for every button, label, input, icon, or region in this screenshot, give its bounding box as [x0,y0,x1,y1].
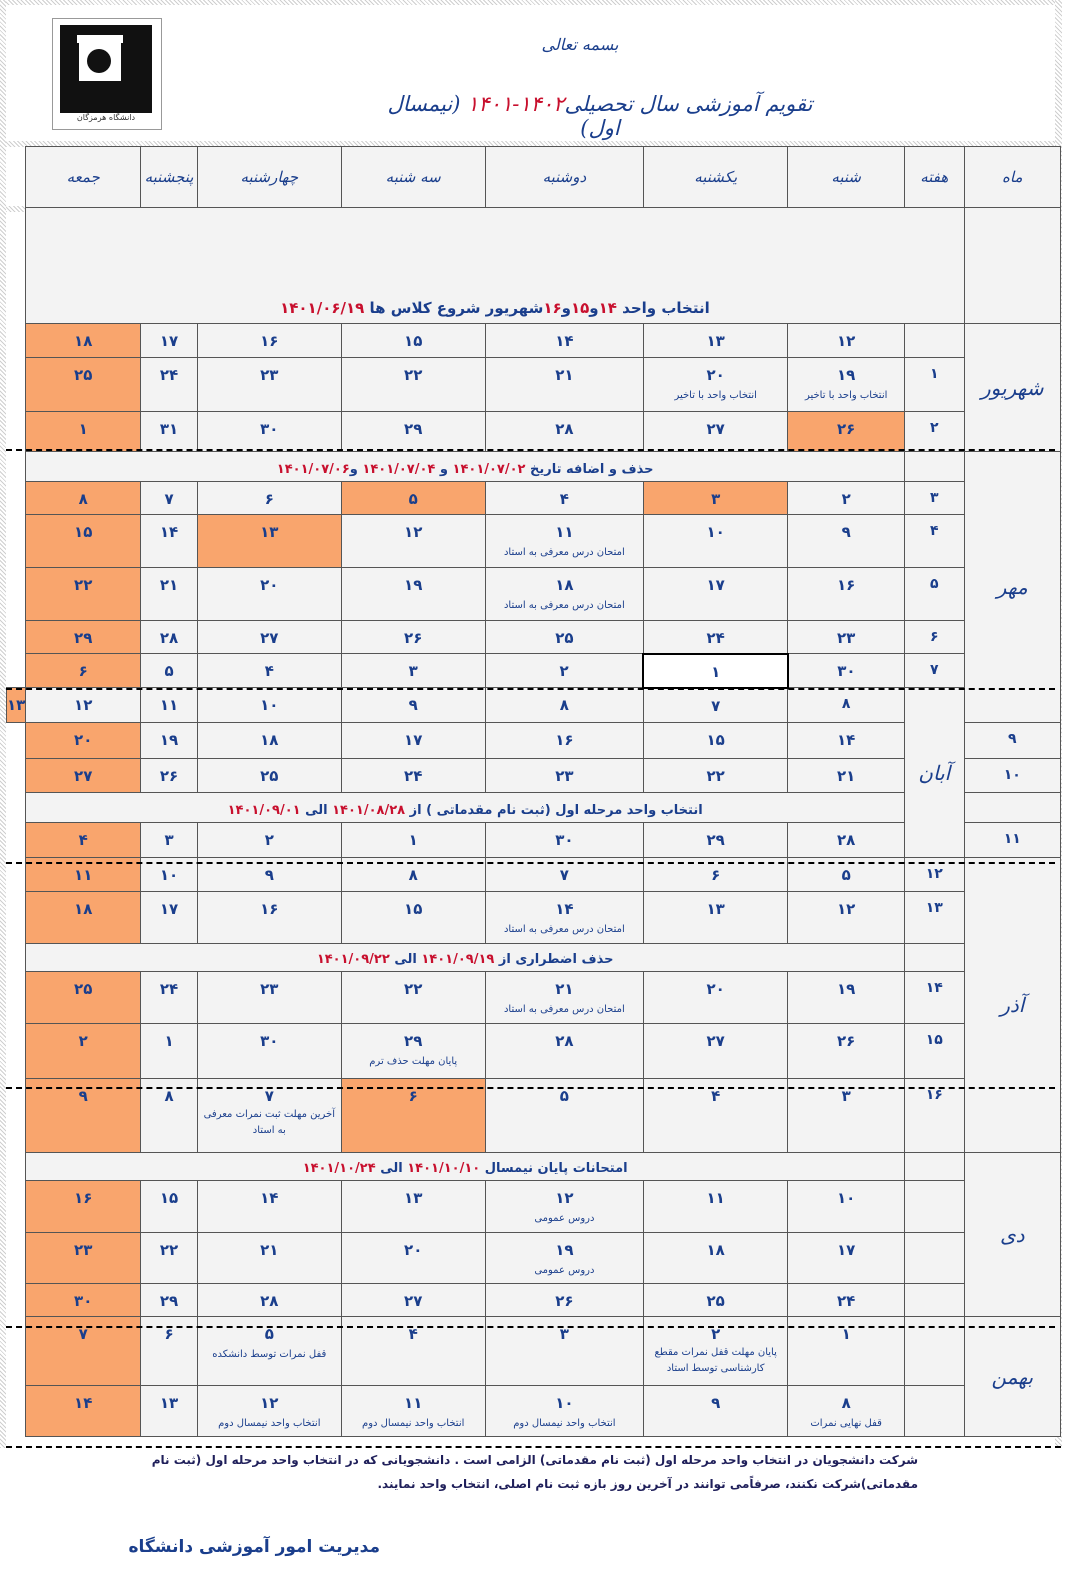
day-cell: ۱۸ [197,723,341,759]
day-cell: ۳۱ [141,412,198,452]
day-cell: ۲۷ [341,1284,485,1317]
calendar-table [6,146,1061,1437]
notice-row-4 [7,944,1061,972]
week-row [7,1386,1061,1437]
week-number: ۱۰ [964,759,1060,793]
week-row [7,723,1061,759]
day-cell: ۱۳ [141,1386,198,1437]
week-number: ۴ [904,515,964,568]
day-cell: ۲۶ [141,759,198,793]
day-cell: ۳ [341,654,485,688]
day-cell: ۲۹ [643,823,787,858]
day-cell: ۸ قفل نهایی نمرات [788,1386,905,1437]
week-number: ۱۱ [964,823,1060,858]
notice-add-drop: حذف و اضافه تاریخ ۱۴۰۱/۰۷/۰۲ و ۱۴۰۱/۰۷/۰۴ و۱۴۰۱/۰۷/۰۶ [26,452,905,482]
week-number [904,1181,964,1233]
day-cell: ۳ [141,823,198,858]
day-cell: ۱۴ [197,1181,341,1233]
day-cell: ۶ [643,858,787,892]
day-cell: ۹ [197,858,341,892]
day-cell: ۵ [485,1079,643,1153]
day-cell: ۸ [141,1079,198,1153]
day-cell: ۴ [643,1079,787,1153]
week-number [904,1386,964,1437]
day-cell: ۲۴ [341,759,485,793]
month-bahman: بهمن [964,1317,1060,1437]
day-cell: ۲۱ [788,759,905,793]
day-cell: ۲۲ [141,1233,198,1284]
day-cell: ۲۴ [141,358,198,412]
day-cell: ۲۸ [788,823,905,858]
month-dey: دی [964,1153,1060,1317]
day-cell-friday: ۸ [26,482,141,515]
day-cell-friday: ۹ [26,1079,141,1153]
day-cell: ۵ [141,654,198,688]
day-cell: ۱۰ [141,858,198,892]
day-cell: ۲۵ [197,759,341,793]
day-cell: ۲۱ امتحان درس معرفی به استاد [485,972,643,1024]
day-cell: ۲۳ [788,621,905,654]
day-cell-friday: ۱۴ [26,1386,141,1437]
day-cell: ۲۲ [341,972,485,1024]
week-row [7,412,1061,452]
month-shahrivar: شهریور [964,324,1060,452]
day-cell: ۲۸ [485,412,643,452]
logo-text: دانشگاه هرمزگان [76,113,136,122]
day-cell: ۲ [485,654,643,688]
week-number: ۷ [904,654,964,688]
week-number: ۱۶ [904,1079,964,1153]
week-number: ۵ [904,568,964,621]
week-row [7,688,1061,723]
day-cell: ۴ [197,654,341,688]
week-row [7,1181,1061,1233]
notice-final-exams: امتحانات پایان نیمسال ۱۴۰۱/۱۰/۱۰ الی ۱۴۰۱/۱۰/۲۴ [26,1153,905,1181]
day-cell: ۳۰ [197,412,341,452]
day-cell: ۲۱ [485,358,643,412]
day-cell: ۱۹ [141,723,198,759]
day-cell-friday: ۱۱ [26,858,141,892]
day-cell-friday: ۱۸ [26,324,141,358]
notice-row-5 [7,1153,1061,1181]
month-divider [6,1087,1055,1089]
notice-pre-registration: انتخاب واحد مرحله اول (ثبت نام مقدماتی ) از ۱۴۰۱/۰۸/۲۸ الی ۱۴۰۱/۰۹/۰۱ [26,793,905,823]
day-cell: ۱۹ دروس عمومی [485,1233,643,1284]
week-row [7,358,1061,412]
day-cell: ۳ [485,1317,643,1386]
day-cell: ۴ [341,1317,485,1386]
day-cell-highlight: ۱ [643,654,787,688]
day-cell-friday: ۱۳ [7,688,26,723]
col-week: هفته [904,147,964,208]
day-cell: ۱۵ [141,1181,198,1233]
day-cell-holiday: ۵ [341,482,485,515]
week-row [7,823,1061,858]
day-cell: ۲۴ [788,1284,905,1317]
col-tue: سه شنبه [341,147,485,208]
day-cell: ۲۶ [788,1024,905,1079]
day-cell: ۱۷ [141,324,198,358]
footnote [80,1448,918,1496]
notice-row-2 [7,452,1061,482]
day-cell: ۱۲ [788,892,905,944]
day-cell-holiday: ۳ [643,482,787,515]
day-cell: ۷ [485,858,643,892]
week-row [7,1079,1061,1153]
day-cell: ۸ [485,688,643,723]
col-fri: جمعه [26,147,141,208]
col-sat: شنبه [788,147,905,208]
day-cell-holiday: ۱۳ [197,515,341,568]
signature: مدیریت امور آموزشی دانشگاه [128,1537,380,1557]
day-cell: ۱۲ [341,515,485,568]
day-cell: ۲۰ [643,972,787,1024]
day-cell-friday: ۲۳ [26,1233,141,1284]
day-cell: ۱۵ [643,723,787,759]
day-cell: ۶ [197,482,341,515]
day-cell: ۲۷ [643,412,787,452]
notice-row-1 [7,208,1061,324]
month-divider [6,1326,1055,1328]
day-cell: ۶ [141,1317,198,1386]
day-cell: ۱۳ [643,892,787,944]
day-cell: ۱۰ [788,1181,905,1233]
day-cell: ۱۲ انتخاب واحد نیمسال دوم [197,1386,341,1437]
week-number [904,1284,964,1317]
day-cell: ۲۰ [341,1233,485,1284]
day-cell-friday: ۲۹ [26,621,141,654]
notice-row-3 [7,793,1061,823]
day-cell-friday: ۷ [26,1317,141,1386]
day-cell: ۱۱ [141,688,198,723]
week-row [7,759,1061,793]
day-cell: ۲۷ [643,1024,787,1079]
notice-registration: انتخاب واحد ۱۴و۱۵و۱۶شهریور شروع کلاس ها ۱۴۰۱/۰۶/۱۹ [26,208,964,324]
week-row [7,1024,1061,1079]
day-cell: ۲۳ [485,759,643,793]
day-cell: ۱ [788,1317,905,1386]
day-cell: ۱۹ [341,568,485,621]
day-cell: ۲۶ [485,1284,643,1317]
week-row [7,654,1061,688]
week-number: ۱۳ [904,892,964,944]
week-row [7,892,1061,944]
day-cell-friday: ۲ [26,1024,141,1079]
month-aban: آبان [904,688,964,858]
day-cell: ۲۸ [485,1024,643,1079]
col-thu: پنجشنبه [141,147,198,208]
day-cell-friday: ۲۷ [26,759,141,793]
week-number: ۱۲ [904,858,964,892]
week-number: ۱ [904,358,964,412]
day-cell: ۲۷ [197,621,341,654]
col-wed: چهارشنبه [197,147,341,208]
day-cell: ۲۹ پایان مهلت حذف ترم [341,1024,485,1079]
week-number: ۱۴ [904,972,964,1024]
day-cell: ۱۴ [788,723,905,759]
day-cell: ۴ [485,482,643,515]
day-cell: ۱۸ [643,1233,787,1284]
day-cell: ۲۲ [643,759,787,793]
month-mehr: مهر [964,452,1060,723]
day-cell: ۳۰ [485,823,643,858]
footnote-line-2: مقدماتی)شرکت نکنند، صرفاًمی توانند در آخرین روز بازه ثبت نام اصلی، انتخاب واحد نمایند. [377,1477,918,1491]
day-cell: ۱ [141,1024,198,1079]
day-cell: ۱۶ [485,723,643,759]
day-cell: ۱۶ [788,568,905,621]
day-cell: ۱ [341,823,485,858]
day-cell-friday: ۱ [26,412,141,452]
week-row [7,568,1061,621]
day-cell: ۱۴ امتحان درس معرفی به استاد [485,892,643,944]
day-cell-holiday: ۲۶ [788,412,905,452]
month-divider [6,862,1055,864]
day-cell: ۸ [341,858,485,892]
day-cell: ۲۳ [197,972,341,1024]
col-sun: یکشنبه [643,147,787,208]
week-row [7,482,1061,515]
day-cell: ۱۲ دروس عمومی [485,1181,643,1233]
day-cell: ۱۱ [643,1181,787,1233]
page-title [380,92,820,140]
day-cell: ۲۱ [197,1233,341,1284]
day-cell: ۱۲ [788,324,905,358]
day-cell-friday: ۱۵ [26,515,141,568]
day-cell: ۲۳ [197,358,341,412]
bismillah-heading: بسمه تعالی [541,35,619,54]
day-cell-friday: ۱۶ [26,1181,141,1233]
day-cell: ۳۰ [788,654,905,688]
day-cell: ۱۵ [341,324,485,358]
day-cell: ۱۹ [788,972,905,1024]
day-cell: ۹ [643,1386,787,1437]
header-row [7,147,1061,208]
day-cell: ۱۱ امتحان درس معرفی به استاد [485,515,643,568]
day-cell-friday: ۲۲ [26,568,141,621]
day-cell: ۲ [197,823,341,858]
day-cell: ۱۶ [197,892,341,944]
day-cell: ۱۵ [341,892,485,944]
week-row [7,324,1061,358]
day-cell: ۲۶ [341,621,485,654]
month-divider [6,688,1055,690]
day-cell: ۲۹ [341,412,485,452]
day-cell: ۱۸ امتحان درس معرفی به استاد [485,568,643,621]
day-cell: ۲۴ [141,972,198,1024]
university-logo [52,18,162,130]
week-row [7,515,1061,568]
day-cell-friday: ۱۸ [26,892,141,944]
day-cell-friday: ۲۰ [26,723,141,759]
day-cell: ۷ آخرین مهلت ثبت نمرات معرفی به استاد [197,1079,341,1153]
month-azar: آذر [964,858,1060,1153]
week-number: ۶ [904,621,964,654]
week-number: ۲ [904,412,964,452]
week-number: ۸ [788,688,905,723]
day-cell: ۲۰ انتخاب واحد با تاخیر [643,358,787,412]
day-cell: ۲۰ [197,568,341,621]
border-hatch-top [0,0,1062,5]
day-cell: ۵ [788,858,905,892]
day-cell: ۳ [788,1079,905,1153]
week-number [904,324,964,358]
month-cell-empty [964,208,1060,324]
day-cell: ۱۲ [26,688,141,723]
week-number: ۹ [964,723,1060,759]
day-cell: ۲۵ [643,1284,787,1317]
day-cell: ۷ [141,482,198,515]
title-suffix: (نیمسال اول) [387,92,620,140]
day-cell: ۲۱ [141,568,198,621]
day-cell: ۲۲ [341,358,485,412]
day-cell: ۹ [341,688,485,723]
day-cell: ۲۹ [141,1284,198,1317]
day-cell: ۱۷ [643,568,787,621]
day-cell: ۲۴ [643,621,787,654]
day-cell-friday: ۳۰ [26,1284,141,1317]
day-cell: ۱۰ [643,515,787,568]
notice-emergency-drop: حذف اضطراری از ۱۴۰۱/۰۹/۱۹ الی ۱۴۰۱/۰۹/۲۲ [26,944,905,972]
day-cell-friday: ۴ [26,823,141,858]
col-mon: دوشنبه [485,147,643,208]
day-cell: ۱۳ [643,324,787,358]
day-cell: ۱۰ انتخاب واحد نیمسال دوم [485,1386,643,1437]
day-cell: ۲ پایان مهلت قفل نمرات مقطع کارشناسی توسط استاد [643,1317,787,1386]
col-month: ماه [964,147,1060,208]
week-number: ۱۵ [904,1024,964,1079]
day-cell: ۲ [788,482,905,515]
day-cell-friday: ۲۵ [26,358,141,412]
month-divider [6,449,1055,451]
day-cell: ۱۴ [141,515,198,568]
day-cell-friday: ۲۵ [26,972,141,1024]
day-cell: ۱۷ [788,1233,905,1284]
day-cell: ۱۳ [341,1181,485,1233]
day-cell: ۲۵ [485,621,643,654]
day-cell: ۱۴ [485,324,643,358]
title-years: ۱۴۰۲-۱۴۰۱ [467,92,565,116]
day-cell: ۵ قفل نمرات توسط دانشکده [197,1317,341,1386]
day-cell: ۱۶ [197,324,341,358]
day-cell-holiday: ۶ [341,1079,485,1153]
week-row [7,1284,1061,1317]
footnote-line-1: شرکت دانشجویان در انتخاب واحد مرحله اول (ثبت نام مقدماتی) الزامی است . دانشجویانی که در انتخاب واحد مرحله اول (ثبت نام [151,1453,918,1467]
day-cell: ۷ [643,688,787,723]
week-number: ۳ [904,482,964,515]
week-row [7,972,1061,1024]
day-cell: ۳۰ [197,1024,341,1079]
day-cell: ۱۰ [197,688,341,723]
week-row [7,1233,1061,1284]
day-cell: ۲۸ [197,1284,341,1317]
day-cell: ۹ [788,515,905,568]
week-number [904,1233,964,1284]
day-cell-friday: ۶ [26,654,141,688]
day-cell: ۱۷ [341,723,485,759]
day-cell: ۲۸ [141,621,198,654]
day-cell: ۱۱ انتخاب واحد نیمسال دوم [341,1386,485,1437]
day-cell: ۱۹ انتخاب واحد با تاخیر [788,358,905,412]
day-cell: ۱۷ [141,892,198,944]
week-row [7,621,1061,654]
title-prefix: تقویم آموزشی سال تحصیلی [564,92,813,116]
